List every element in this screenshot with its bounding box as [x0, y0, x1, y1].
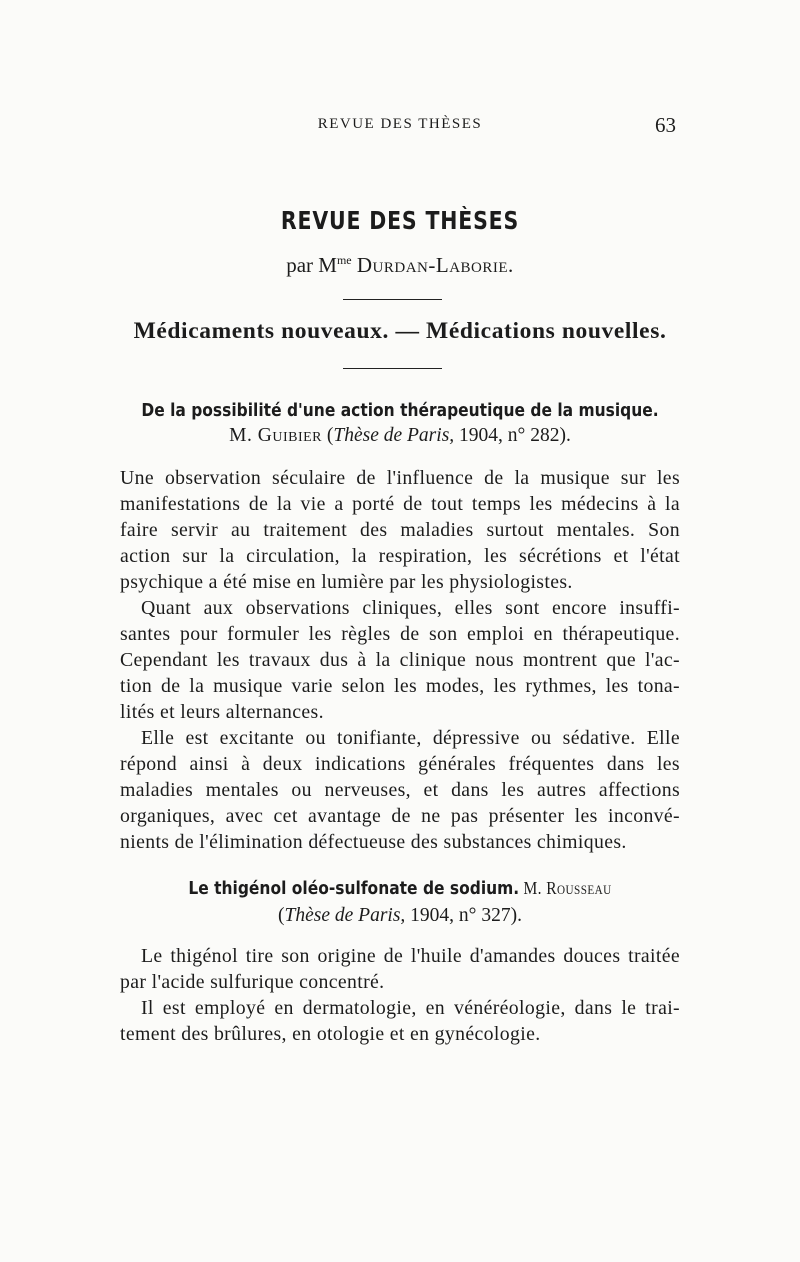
article-reference — [0, 905, 800, 927]
article-reference — [0, 425, 800, 447]
paragraph-line: nients de l'élimination défectueuse des substances chimiques. — [120, 831, 627, 853]
reference-open: ( — [322, 425, 334, 446]
paragraph-line: maladies mentales ou nerveuses, et dans les autres affections — [120, 779, 680, 801]
paragraph-line: manifestations de la vie a porté de tout temps les médecins à la — [120, 493, 680, 515]
article-title-text: Le thigénol oléo-sulfonate de sodium. — [188, 878, 520, 899]
paragraph-line: tion de la musique varie selon les modes, les rythmes, les tona- — [120, 675, 680, 697]
paragraph-line: tement des brûlures, en otologie et en gynécologie. — [120, 1023, 541, 1045]
byline — [0, 253, 800, 278]
paragraph-line: par l'acide sulfurique concentré. — [120, 971, 385, 993]
article-title: De la possibilité d'une action thérapeutique de la musique. — [141, 400, 659, 421]
paragraph-line: Cependant les travaux dus à la clinique nous montrent que l'ac- — [120, 649, 680, 671]
byline-prefix: par M — [286, 253, 337, 277]
reference-details: 1904, n° 327). — [405, 905, 522, 926]
paragraph-line: Une observation séculaire de l'influence de la musique sur les — [120, 467, 680, 489]
reference-work: Thèse de Paris, — [333, 425, 455, 446]
reference-open: ( — [278, 905, 285, 926]
paragraph-line: organiques, avec cet avantage de ne pas présenter les inconvé- — [120, 805, 680, 827]
page-title: REVUE DES THÈSES — [280, 206, 520, 235]
byline-author: Durdan-Laborie. — [356, 253, 514, 277]
running-head — [120, 113, 680, 140]
divider-rule — [343, 299, 442, 300]
article-title — [56, 878, 744, 899]
article-title-author: M. Rousseau — [519, 878, 612, 898]
paragraph-line: action sur la circulation, la respiration, les sécrétions et l'état — [120, 545, 680, 567]
section-heading: Médicaments nouveaux. — Médications nouvelles. — [133, 318, 667, 344]
paragraph-line: répond ainsi à deux indications générales fréquentes dans les — [120, 753, 680, 775]
paragraph-line: psychique a été mise en lumière par les physiologistes. — [120, 571, 573, 593]
reference-work: Thèse de Paris, — [284, 905, 406, 926]
paragraph-line: Il est employé en dermatologie, en vénéréologie, dans le trai- — [141, 997, 680, 1019]
paragraph-line: lités et leurs alternances. — [120, 701, 324, 723]
running-title: REVUE DES THÈSES — [317, 116, 483, 132]
divider-rule — [343, 368, 442, 369]
reference-details: 1904, n° 282). — [454, 425, 571, 446]
paragraph-line: Le thigénol tire son origine de l'huile d'amandes douces traitée — [141, 945, 680, 967]
page-number: 63 — [655, 113, 676, 137]
paragraph-line: Quant aux observations cliniques, elles sont encore insuffi- — [141, 597, 680, 619]
paragraph-line: santes pour formuler les règles de son emploi en thérapeutique. — [120, 623, 680, 645]
paragraph-line: faire servir au traitement des maladies surtout mentales. Son — [120, 519, 680, 541]
paragraph-line: Elle est excitante ou tonifiante, dépressive ou sédative. Elle — [141, 727, 680, 749]
reference-author: M. Guibier — [229, 425, 322, 446]
byline-superscript: me — [336, 253, 352, 267]
